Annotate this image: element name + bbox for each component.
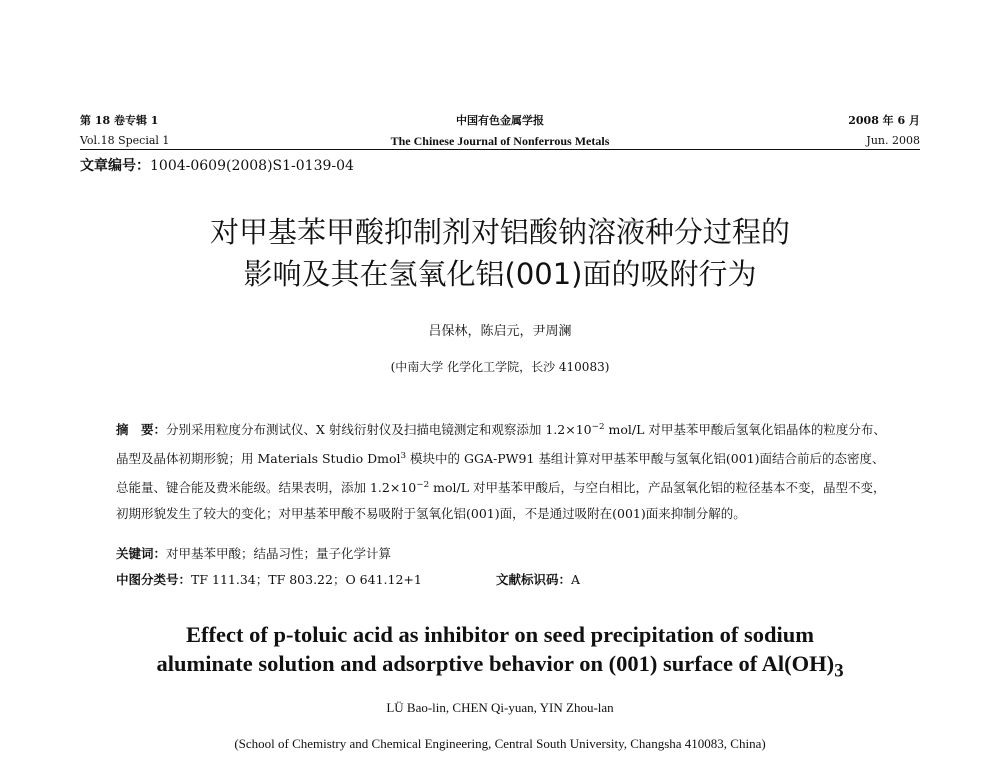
title-en-line1: Effect of p-toluic acid as inhibitor on seed precipitation of sodium <box>186 622 814 647</box>
document-code <box>496 570 580 588</box>
journal-name-en: The Chinese Journal of Nonferrous Metals <box>390 134 610 148</box>
title-en-line2 <box>0 650 1000 686</box>
classification-label: 中图分类号： <box>116 572 192 587</box>
title-cn-line2: 影响及其在氢氧化铝(001)面的吸附行为 <box>243 257 757 291</box>
abstract-text-1: 分别采用粒度分布测试仪、X 射线衍射仪及扫描电镜测定和观察添加 1.2×10 <box>166 422 592 438</box>
keywords-value: 对甲基苯甲酸；结晶习性；量子化学计算 <box>166 546 392 561</box>
abstract-text-3: 模块中的 GGA-PW91 基组计算对甲基苯甲酸与氢氧化铝(001)面结合前后的态密度、总能量、键合能及费米能级。结果表明，添加 1.2×10 <box>116 451 885 496</box>
header-rule <box>80 149 920 150</box>
affiliation-en: (School of Chemistry and Chemical Engineering, Central South University, Changsha 410083, China) <box>234 736 766 751</box>
title-en-subscript: 3 <box>834 660 844 682</box>
abstract-text-2: mol/L 对甲基苯甲酸后氢氧化铝晶体的粒度分布、晶型及晶体初期形貌；用 Materials Studio Dmol <box>116 422 886 467</box>
date-cn: 2008 年 6 月 <box>848 114 920 127</box>
keywords-label: 关键词： <box>116 546 167 561</box>
abstract-text-4: mol/L 对甲基苯甲酸后，与空白相比，产品氢氧化铝的粒径基本不变，晶型不变，初期形貌发生了较大的变化；对甲基苯甲酸不易吸附于氢氧化铝(001)面，不是通过吸附在(001)面来抑制分解的。 <box>116 480 886 522</box>
abstract-label: 摘 要： <box>116 422 167 438</box>
title-en-line2-main: aluminate solution and adsorptive behavior on (001) surface of Al(OH) <box>156 651 835 676</box>
authors-cn: 吕保林，陈启元，尹周澜 <box>428 324 572 339</box>
abstract-sup-1: −2 <box>591 422 605 432</box>
article-number-value: 1004-0609(2008)S1-0139-04 <box>150 158 354 174</box>
affiliation-cn: (中南大学 化学化工学院，长沙 410083) <box>390 360 610 374</box>
authors-en: LÜ Bao-lin, CHEN Qi-yuan, YIN Zhou-lan <box>386 700 614 715</box>
journal-name-cn: 中国有色金属学报 <box>456 114 544 127</box>
document-code-value: A <box>571 572 581 587</box>
issue-cn: 第 18 卷专辑 1 <box>80 114 159 127</box>
date-en: Jun. 2008 <box>866 134 920 147</box>
issue-en: Vol.18 Special 1 <box>80 134 170 147</box>
keywords <box>116 544 391 562</box>
abstract-sup-2: 3 <box>400 451 407 462</box>
article-number <box>80 155 354 175</box>
classification <box>116 570 581 588</box>
title-cn-line1: 对甲基苯甲酸抑制剂对铝酸钠溶液种分过程的 <box>209 215 790 249</box>
document-code-label: 文献标识码： <box>496 572 572 587</box>
abstract-cn <box>116 414 888 527</box>
classification-value: TF 111.34；TF 803.22；O 641.12+1 <box>191 572 422 587</box>
abstract-sup-3: −2 <box>416 480 430 491</box>
article-number-label: 文章编号： <box>80 158 150 174</box>
